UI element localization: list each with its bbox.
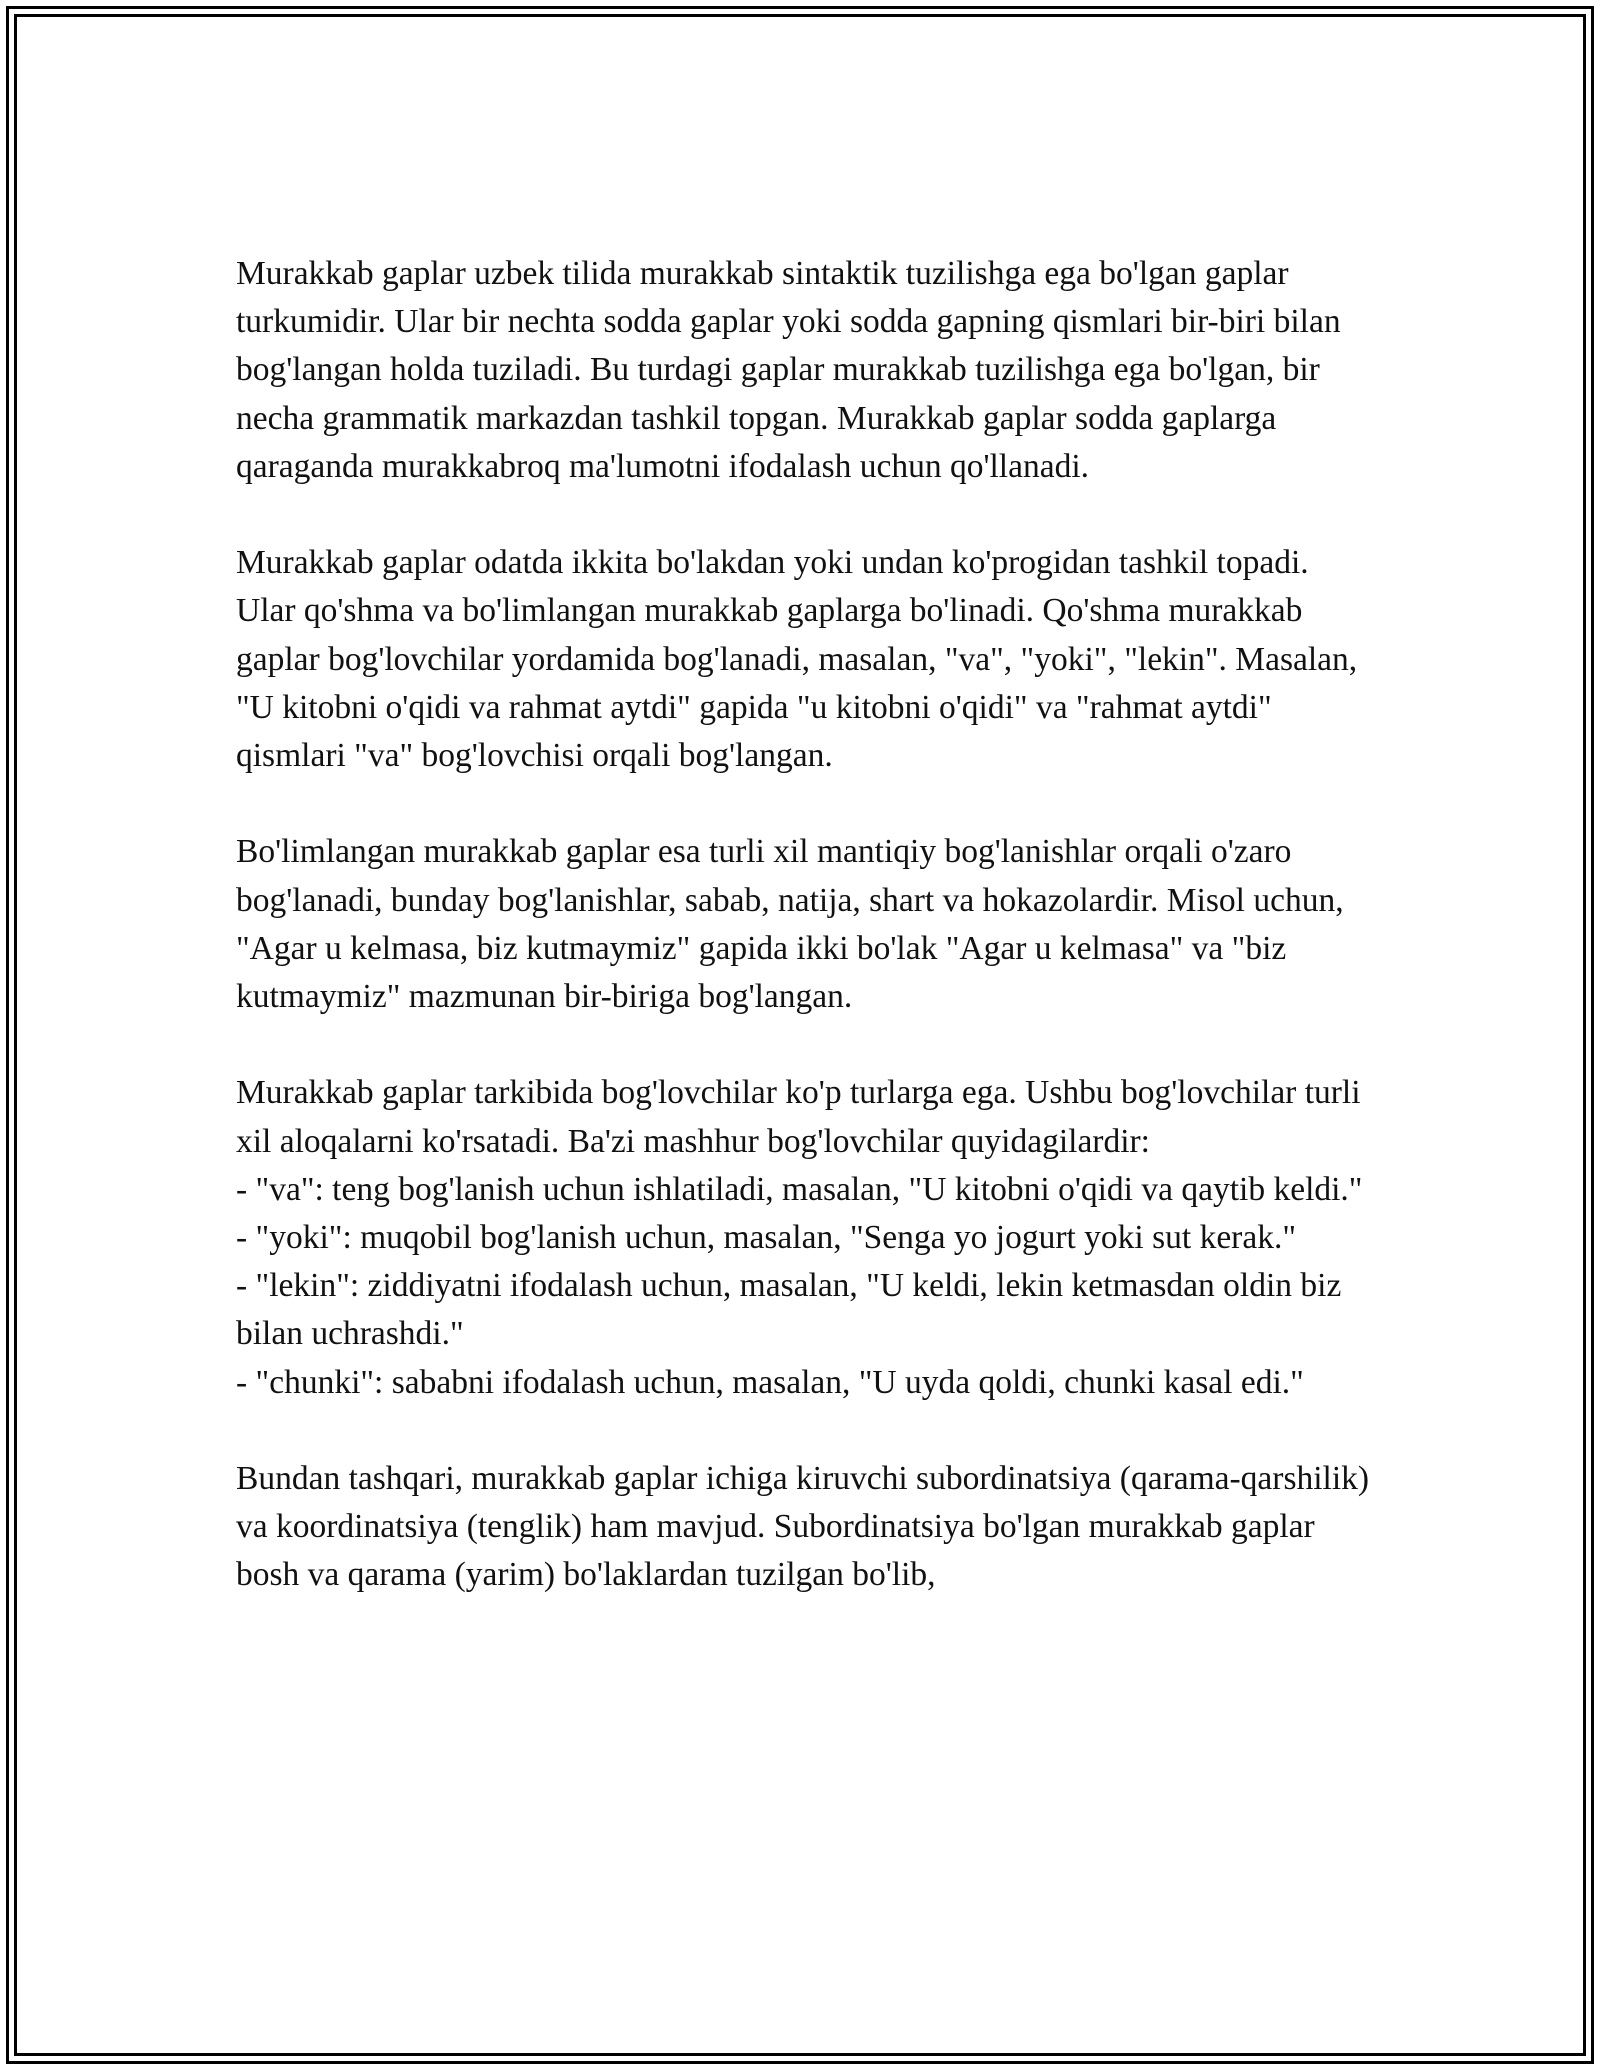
- paragraph-3: Bo'limlangan murakkab gaplar esa turli xil mantiqiy bog'lanishlar orqali o'zaro bog'lanadi, bunday bog'lanishlar, sabab, natija, shart va hokazolardir. Misol uchun, "Agar u kelmasa, biz kutmaymiz" gapida ikki bo'lak "Agar u kelmasa" va "biz kutmaymiz" mazmunan bir-biriga bog'langan.: [236, 833, 1344, 1016]
- paragraph-2: Murakkab gaplar odatda ikkita bo'lakdan yoki undan ko'progidan tashkil topadi. Ular qo'shma va bo'limlangan murakkab gaplarga bo'linadi. Qo'shma murakkab gaplar bog'lovchilar yordamida bog'lanadi, masalan, "va", "yoki", "lekin". Masalan, "U kitobni o'qidi va rahmat aytdi" gapida "u kitobni o'qidi" va "rahmat aytdi" qismlari "va" bog'lovchisi orqali bog'langan.: [236, 544, 1358, 775]
- paragraph-5: Bundan tashqari, murakkab gaplar ichiga kiruvchi subordinatsiya (qarama-qarshilik) va koordinatsiya (tenglik) ham mavjud. Subordinatsiya bo'lgan murakkab gaplar bosh va qarama (yarim) bo'laklardan tuzilgan bo'lib,: [236, 1460, 1370, 1594]
- document-body: [236, 250, 1376, 1600]
- paragraph-4: Murakkab gaplar tarkibida bog'lovchilar ko'p turlarga ega. Ushbu bog'lovchilar turli xil aloqalarni ko'rsatadi. Ba'zi mashhur bog'lovchilar quyidagilardir: - "va": teng bog'lanish uchun ishlatiladi, masalan, "U kitobni o'qidi va qaytib keldi." - "yoki": muqobil bog'lanish uchun, masalan, "Senga yo jogurt yoki sut kerak." - "lekin": ziddiyatni ifodalash uchun, masalan, "U keldi, lekin ketmasdan oldin biz bilan uchrashdi." - "chunki": sababni ifodalash uchun, masalan, "U uyda qoldi, chunki kasal edi.": [236, 1074, 1363, 1401]
- paragraph-1: Murakkab gaplar uzbek tilida murakkab sintaktik tuzilishga ega bo'lgan gaplar turkumidir. Ular bir nechta sodda gaplar yoki sodda gapning qismlari bir-biri bilan bog'langan holda tuziladi. Bu turdagi gaplar murakkab tuzilishga ega bo'lgan, bir necha grammatik markazdan tashkil topgan. Murakkab gaplar sodda gaplarga qaraganda murakkabroq ma'lumotni ifodalash uchun qo'llanadi.: [236, 255, 1341, 485]
